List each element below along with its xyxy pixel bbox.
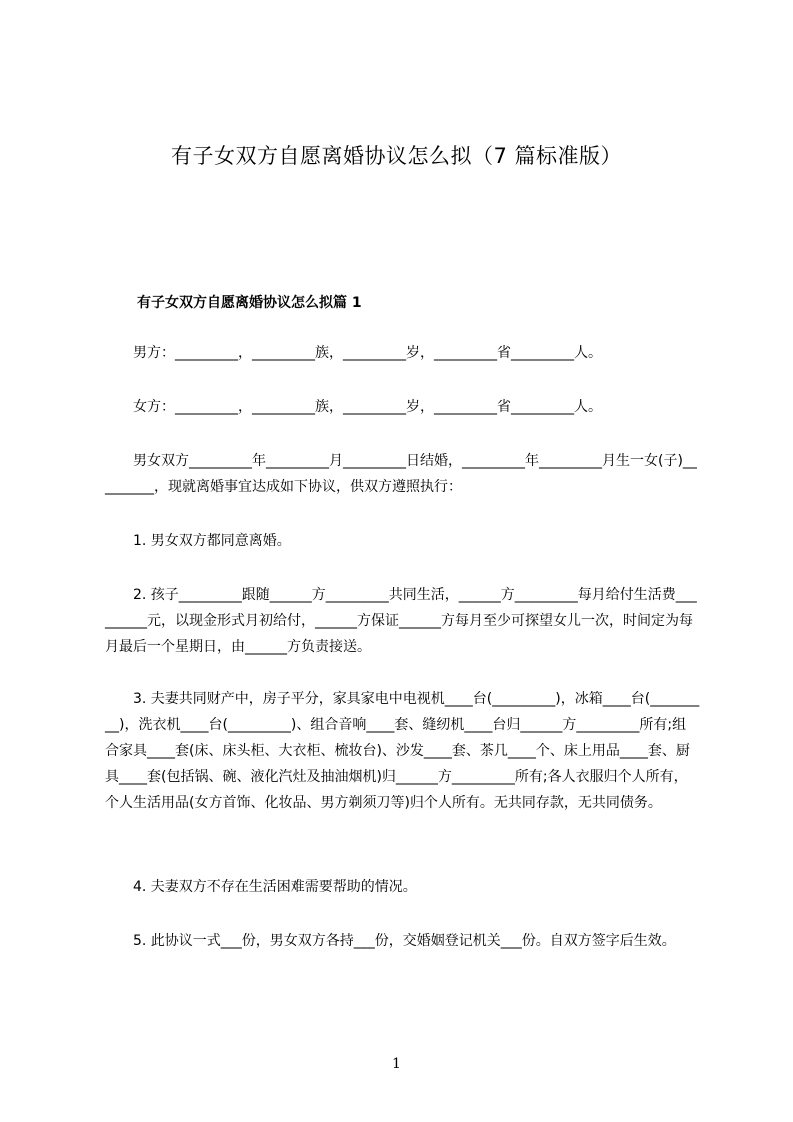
paragraph-clause-3: 3. 夫妻共同财产中，房子平分，家具家电中电视机____台(_________)，冰箱____台(_________)，洗衣机____台(_________)、组合音响____套、缝纫机____台归______方_________所有;组合家具____套(床、床头柜、大衣柜、梳妆台)、沙发____套、茶几____个、床上用品____套、厨具____套(包括锅、碗、液化汽灶及抽油烟机)归______方_________所有;各人衣服归个人所有，个人生活用品(女方首饰、化妆品、男方剃须刀等)归个人所有。无共同存款，无共同债务。: [105, 691, 700, 811]
section-heading: 有子女双方自愿离婚协议怎么拟篇 1: [137, 295, 362, 311]
paragraph-clause-2: 2. 孩子_________跟随______方_________共同生活，______方_________每月给付生活费_________元，以现金形式月初给付，______方保证______方每月至少可探望女儿一次，时间定为每月最后一个星期日，由______方负责接送。: [105, 587, 697, 655]
paragraph-clause-1: 1. 男女双方都同意离婚。: [105, 533, 291, 549]
document-title: 有子女双方自愿离婚协议怎么拟（7 篇标准版）: [170, 144, 623, 168]
paragraph-female-party: 女方：_________，_________族，_________岁，_________省_________人。: [105, 399, 602, 415]
paragraph-marriage-info: 男女双方_________年_________月_________日结婚，_________年_________月生一女(子)_________，现就离婚事宜达成如下协议，供双方遵照执行：: [105, 453, 697, 495]
paragraph-clause-4: 4. 夫妻双方不存在生活困难需要帮助的情况。: [105, 879, 417, 895]
page-number: 1: [392, 1056, 401, 1072]
paragraph-clause-5: 5. 此协议一式___份，男女双方各持___份，交婚姻登记机关___份。自双方签字后生效。: [105, 933, 676, 949]
paragraph-male-party: 男方：_________，_________族，_________岁，_________省_________人。: [105, 345, 602, 361]
